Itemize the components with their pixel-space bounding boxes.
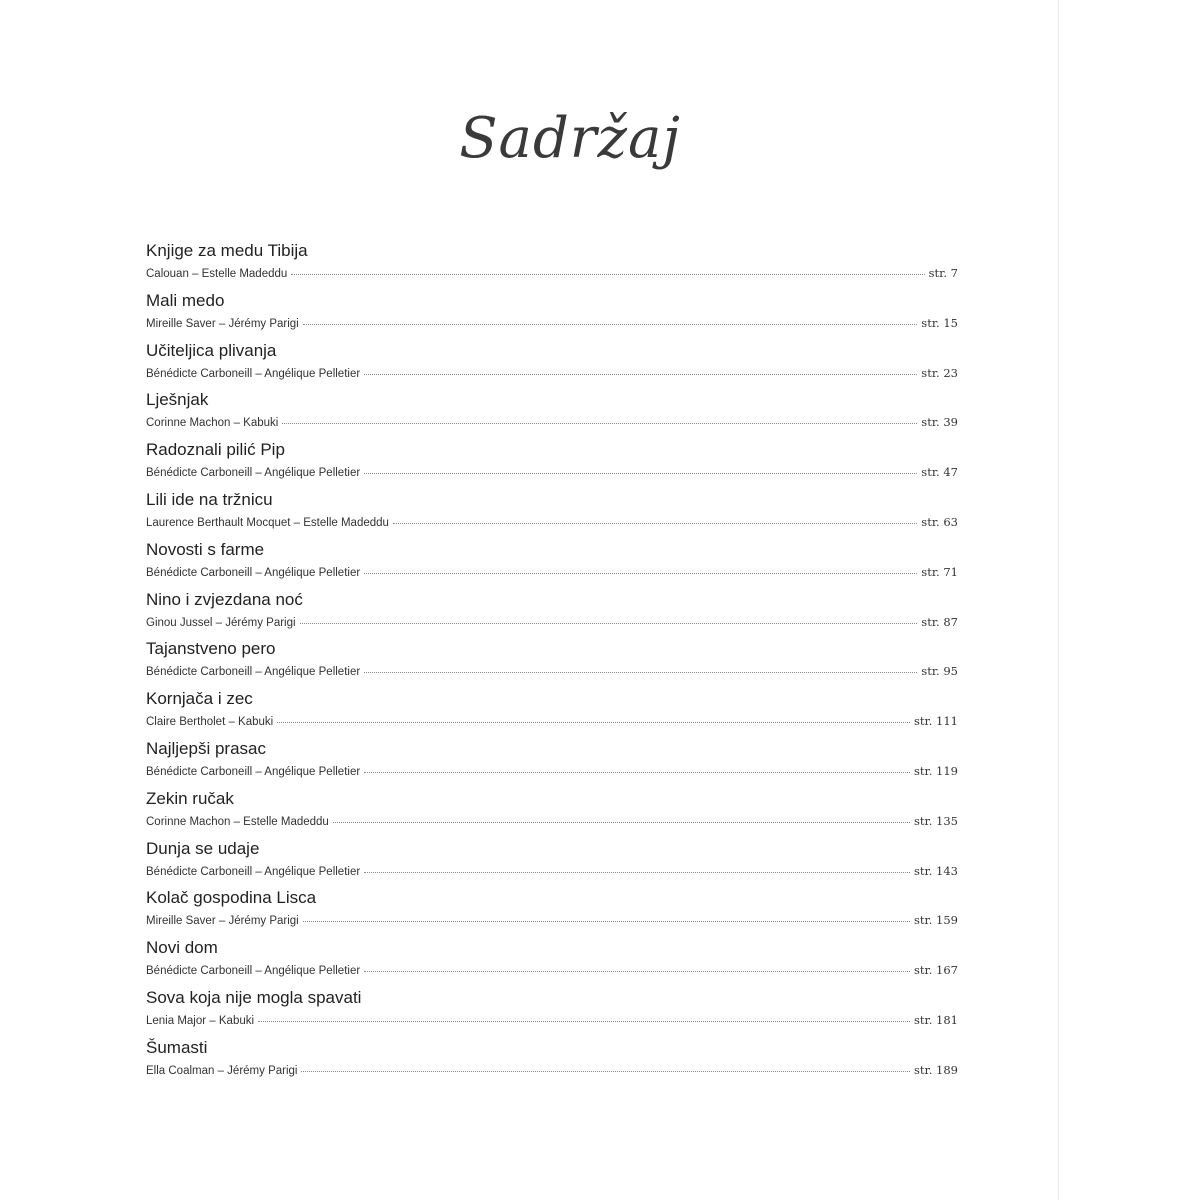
toc-entry-title: Knjige za medu Tibija [146, 241, 308, 260]
toc-entry[interactable] [146, 340, 958, 390]
dot-leader [364, 772, 910, 773]
toc-entry-line [146, 316, 958, 332]
toc-entry-line [146, 1063, 958, 1079]
dot-leader [300, 623, 918, 624]
toc-entry-line [146, 565, 958, 581]
toc-entry[interactable] [146, 788, 958, 838]
toc-entry-line [146, 266, 958, 282]
toc-entry-line [146, 764, 958, 780]
toc-entry-page: str. 7 [928, 266, 958, 280]
table-of-contents [146, 240, 958, 1087]
dot-leader [301, 1071, 909, 1072]
toc-entry-authors: Laurence Berthault Mocquet – Estelle Madeddu [146, 516, 389, 529]
toc-entry[interactable] [146, 439, 958, 489]
toc-entry[interactable] [146, 688, 958, 738]
toc-entry-title: Šumasti [146, 1037, 208, 1057]
toc-entry-line [146, 864, 958, 880]
toc-entry-title: Zekin ručak [146, 788, 234, 808]
toc-entry-authors: Mireille Saver – Jérémy Parigi [146, 915, 299, 928]
toc-entry[interactable] [146, 838, 958, 888]
dot-leader [364, 374, 917, 375]
toc-entry-page: str. 63 [921, 514, 958, 529]
toc-entry-line [146, 714, 958, 730]
toc-entry-line [146, 615, 958, 631]
toc-entry[interactable] [146, 489, 958, 539]
dot-leader [364, 872, 910, 873]
dot-leader [277, 722, 910, 723]
toc-entry-page: str. 15 [921, 315, 958, 330]
toc-entry-authors: Corinne Machon – Kabuki [146, 417, 279, 430]
dot-leader [303, 921, 910, 922]
dot-leader [364, 672, 917, 673]
toc-entry[interactable] [146, 240, 958, 290]
dot-leader [364, 971, 910, 972]
toc-entry[interactable] [146, 887, 958, 937]
toc-entry[interactable] [146, 937, 958, 987]
toc-entry-authors: Bénédicte Carboneill – Angélique Pelletier [146, 467, 361, 480]
toc-entry-title: Radoznali pilić Pip [146, 440, 285, 460]
toc-entry-page: str. 143 [913, 863, 958, 878]
toc-entry-authors: Lenia Major – Kabuki [146, 1014, 255, 1027]
dot-leader [291, 274, 924, 275]
dot-leader [333, 822, 910, 823]
toc-entry[interactable] [146, 987, 958, 1037]
toc-entry[interactable] [146, 1037, 958, 1087]
toc-entry-page: str. 167 [913, 963, 958, 978]
toc-entry-line [146, 515, 958, 531]
toc-entry-line [146, 814, 958, 830]
toc-entry-page: str. 119 [913, 763, 958, 778]
toc-entry-title: Lješnjak [146, 390, 209, 410]
toc-entry[interactable] [146, 539, 958, 589]
toc-entry-title: Učiteljica plivanja [146, 340, 277, 360]
dot-leader [258, 1021, 910, 1022]
toc-entry-page: str. 71 [921, 564, 958, 579]
toc-entry-page: str. 135 [913, 813, 958, 828]
toc-entry[interactable] [146, 738, 958, 788]
toc-entry-line [146, 963, 958, 979]
toc-entry-title: Dunja se udaje [146, 838, 260, 858]
dot-leader [282, 423, 917, 424]
toc-entry-authors: Bénédicte Carboneill – Angélique Pelletier [146, 367, 361, 380]
toc-entry-authors: Bénédicte Carboneill – Angélique Pelletier [146, 666, 361, 679]
toc-entry-page: str. 189 [913, 1062, 958, 1077]
toc-entry-page: str. 87 [921, 614, 958, 629]
dot-leader [303, 324, 918, 325]
toc-entry-page: str. 39 [921, 415, 958, 430]
toc-entry-line [146, 913, 958, 929]
toc-entry[interactable] [146, 638, 958, 688]
toc-entry-title: Novi dom [146, 938, 218, 958]
dot-leader [393, 523, 917, 524]
toc-entry-title: Lili ide na tržnicu [146, 489, 273, 509]
toc-entry-title: Mali medo [146, 290, 225, 310]
toc-entry-page: str. 159 [913, 913, 958, 928]
toc-entry-authors: Bénédicte Carboneill – Angélique Pelletier [146, 765, 361, 778]
toc-entry-page: str. 47 [921, 465, 958, 480]
toc-entry-page: str. 95 [921, 664, 958, 679]
toc-entry[interactable] [146, 589, 958, 639]
dot-leader [364, 573, 917, 574]
toc-entry-line [146, 1013, 958, 1029]
toc-entry-authors: Ella Coalman – Jérémy Parigi [146, 1064, 298, 1077]
toc-entry-authors: Claire Bertholet – Kabuki [146, 716, 274, 729]
toc-entry[interactable] [146, 389, 958, 439]
toc-entry-line [146, 465, 958, 481]
toc-entry-page: str. 111 [913, 714, 958, 729]
toc-entry-page: str. 23 [921, 365, 958, 380]
toc-entry-authors: Mireille Saver – Jérémy Parigi [146, 317, 299, 330]
toc-entry-authors: Calouan – Estelle Madeddu [146, 268, 288, 280]
toc-entry[interactable] [146, 290, 958, 340]
dot-leader [364, 473, 917, 474]
toc-entry-authors: Bénédicte Carboneill – Angélique Pelletier [146, 965, 361, 978]
toc-entry-authors: Corinne Machon – Estelle Madeddu [146, 815, 329, 828]
toc-entry-title: Kornjača i zec [146, 689, 253, 709]
toc-entry-title: Najljepši prasac [146, 738, 266, 758]
toc-entry-authors: Bénédicte Carboneill – Angélique Pelletier [146, 865, 361, 878]
toc-entry-page: str. 181 [913, 1012, 958, 1027]
toc-entry-title: Tajanstveno pero [146, 639, 276, 659]
toc-entry-authors: Bénédicte Carboneill – Angélique Pelletier [146, 566, 361, 579]
toc-entry-title: Novosti s farme [146, 539, 265, 559]
toc-entry-title: Kolač gospodina Lisca [146, 888, 317, 908]
toc-entry-line [146, 664, 958, 680]
toc-entry-authors: Ginou Jussel – Jérémy Parigi [146, 616, 296, 629]
page-edge-divider [1058, 0, 1059, 1200]
toc-entry-line [146, 366, 958, 382]
toc-entry-title: Sova koja nije mogla spavati [146, 987, 362, 1007]
toc-entry-line [146, 415, 958, 431]
toc-entry-title: Nino i zvjezdana noć [146, 589, 303, 609]
page-title: Sadržaj [459, 105, 681, 171]
